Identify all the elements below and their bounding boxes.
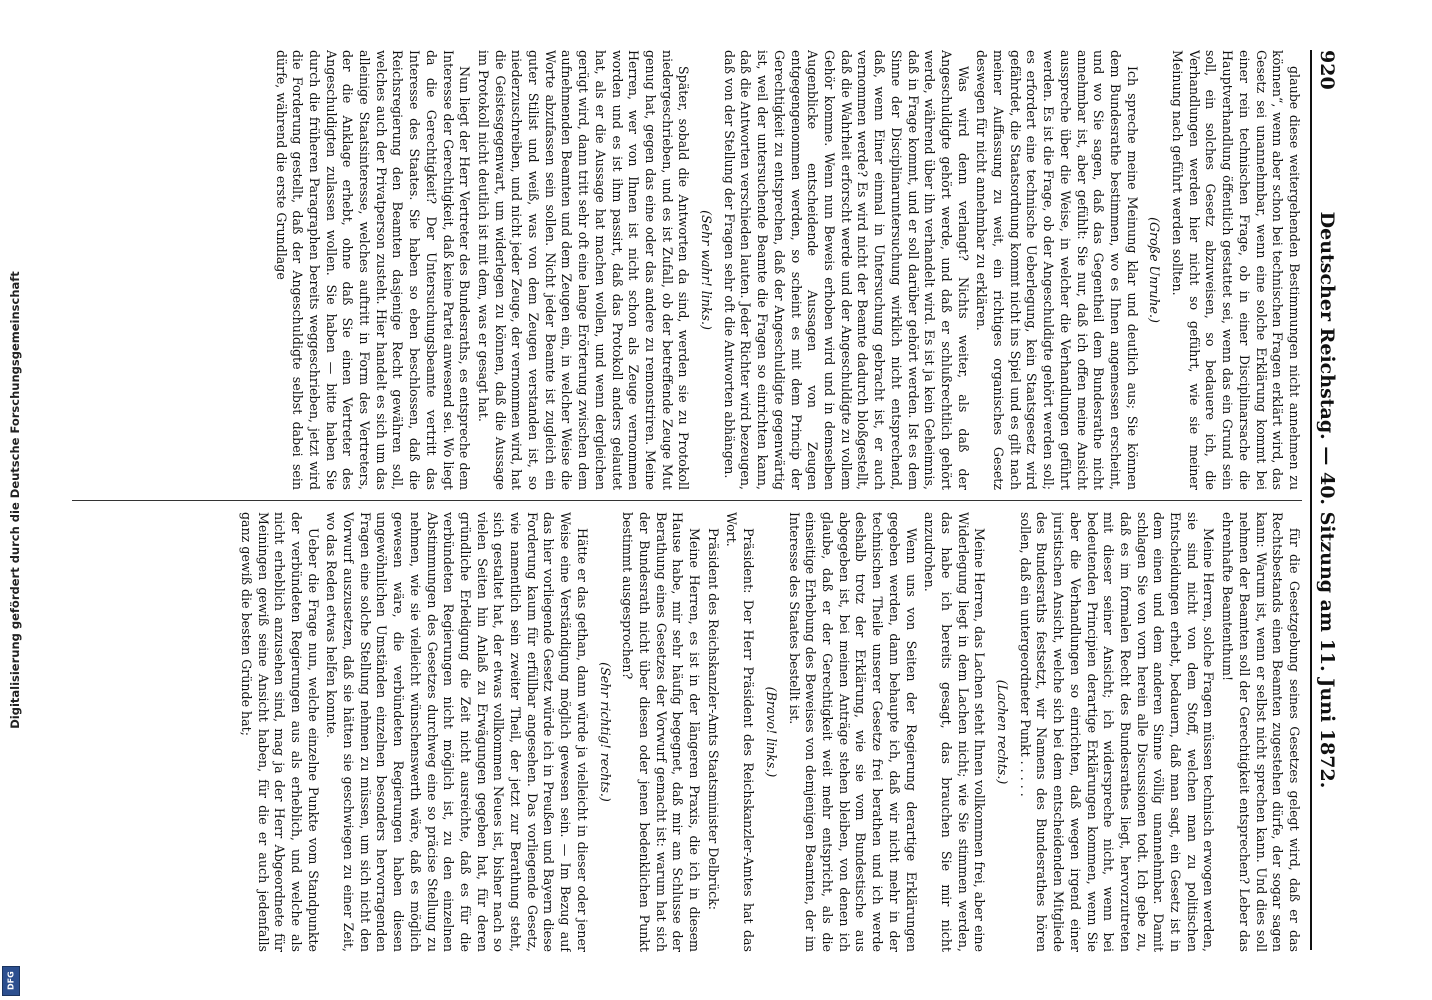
paragraph: Meine Herren, es ist in der längeren Praxis, die ich in diesem Hause habe, mir sehr häufig begegnet, daß mir am Schlusse der Berathung eines Gesetzes der Vorwurf gemacht ist: warum hat sich der Bundesrath nicht über diesen oder jenen bedenklichen Punkt bestimmt ausgesprochen?	[620, 512, 703, 952]
stage-direction: (Sehr richtig! rechts.)	[597, 662, 613, 802]
text-column-left	[72, 50, 1302, 490]
text-column-right	[72, 512, 1302, 952]
stage-direction: (Lachen rechts.)	[995, 679, 1011, 785]
stage-direction: (Bravo! links.)	[763, 686, 779, 778]
paragraph: für die Gesetzgebung seines Gesetzes gelegt wird, daß er das Rechtsbestands einen Beamten zugestehen dürfe, der sogar sagen kann: Warum ist, wenn er selbst nicht sprechen kann. Und dies soll nehmen der Beamten soll der Gerechtigkeit entsprechen? Leber das ehrenhafte Beamtenthum!	[1220, 512, 1302, 952]
paragraph: Wenn uns von Seiten der Regierung derartige Erklärungen gegeben werden, dann behaupte ich, daß wir nicht mehr in der technischen Theile unserer Gesetze frei berathen und ich werde deshalb trotz der Erklärung, wie sie vom Bundestische aus abgegeben ist, bei meinen Anträge stehen bleiben, von denen ich glaube, daß er der Gerechtigkeit weit mehr entspricht, als die einseitige Erhebung des Beweises von demjenigen Beamten, der im Interesse des Staates bestellt ist.	[786, 512, 919, 952]
paragraph: Meine Herren, solche Fragen müssen technisch erwogen werden, sie sind nicht von dem Stoff, welchen man zu politischen Entscheidungen erhebt, bedauern, daß man sagt, ein Gesetz ist in dem einen und dem anderen Sinne völlig unannehmbar. Damit schlagen Sie von vorn herein alle Discussionen todt. Ich gebe zu, daß es im formalen Recht des Bundesrathes liegt, hervorzutreten mit dieser seiner Ansicht; ich widerspreche nicht, wenn bei bedeutenden Principien derartige Erklärungen kommen, wenn Sie aber die Verhandlungen so einrichten, daß wegen irgend einer juristischen Ansicht, welche sich bei dem entscheidenden Mitgliede des Bundesraths festsetzt, wir Namens des Bundesrathes hören sollen, daß ein untergeordneter Punkt . . . . .	[1017, 512, 1217, 952]
paragraph: Ich spreche meine Meinung klar und deutlich aus; Sie können dem Bundesrathe bestimmen, wo es Ihnen angemessen erscheint, und wo Sie sagen, daß das Gegentheil dem Bundesrathe nicht annehmbar ist, aber gefühlt: Sie nur, daß ich offen meine Ansicht ausspreche über die Weise, in welcher die Verhandlungen geführt werden. Es ist die Frage, ob der Angeschuldigte gehört werden soll; es erfordert eine technische Ueberlegung, kein Staatsgesetz wird gefährdet, die Staatsordnung kommt nicht ins Spiel und es gilt nach meiner Auffassung zu weit, ein richtiges organisches Gesetz deswegen für nicht annehmbar zu erklären.	[974, 50, 1140, 490]
newspaper-page	[58, 30, 1348, 970]
page-header	[1310, 50, 1340, 950]
paragraph: Ueber die Frage nun, welche einzelne Punkte vom Standpunkte der verbündeten Regierungen aus als erheblich, und welche als nicht erheblich anzusehen sind, mag ja der Herr Abgeordnete für Meiningen gewiß seine Ansicht haben, für die er auch jedenfalls ganz gewiß die besten Gründe hat;	[238, 512, 321, 952]
page-number: 920	[1316, 50, 1338, 90]
paragraph: Nun liegt der Herr Vertreter des Bundesraths, es entspreche dem Interesse der Gerechtigkeit, daß keine Partei anwesend sei. Wo liegt da die Gerechtigkeit? Der Untersuchungsbeamte vertritt das Interesse des Staates. Sie haben so eben beschlossen, daß die Reichsregierung den Beamten dasjenige Recht gewähren soll, welches auch der Privatperson zusteht. Hier handelt es sich um das alleinige Staatsinteresse, welches auftritt in Form des Vertreters, der die Anklage erhebt, ohne daß Sie einen Vertreter des Angeschuldigten zulassen wollen. Sie haben — bitte haben Sie durch die früheren Paragraphen bereits weggeschrieben, jetzt wird die Forderung gestellt, daß der Angeschuldigte selbst dabei sein dürfe, während die erste Grundlage	[273, 50, 473, 490]
paragraph: Später, sobald die Antworten da sind, werden sie zu Protokoll niedergeschrieben, und es ist Zufall, ob der betreffende Zeuge Mut genug hat, gegen das eine oder das andere zu remonstriren. Meine Herren, wer von Ihnen ist nicht schon als Zeuge vernommen worden und es ist ihm passirt, daß das Protokoll anders gelautet hat, als er die Aussage hat machen wollen, und wenn dergleichen gerügt wird, dann tritt sehr oft eine lange Erörterung zwischen dem aufnehmenden Beamten und dem Zeugen ein, in welcher Weise die Worte abzufassen sein sollen. Nicht jeder Beamte ist zugleich ein guter Stilist und weiß, was von dem Zeugen verstanden ist, so niederzuschreiben, und nicht jeder Zeuge, der vernommen wird, hat die Geistesgegenwart, um widerlegen zu können, daß die Aussage im Protokoll nicht deutlich ist mit dem, was er gesagt hat.	[475, 50, 692, 490]
stage-direction: (Sehr wahr! links.)	[699, 210, 715, 330]
paragraph: Präsident: Der Herr Präsident des Reichskanzler-Amtes hat das Wort.	[724, 512, 757, 952]
paragraph: Hätte er das gethan, dann würde ja vielleicht in dieser oder jener Weise eine Verständigung möglich gewesen sein. — Im Bezug auf das hier vorliegende Gesetz würde ich in Preußen und Bayern diese Forderung kaum für erfüllbar angesehen. Das vorliegende Gesetz, wie namentlich sein zweiter Theil, der jetzt zur Berathung steht, sich gestaltet hat, der etwas vollkommen Neues ist, bisher nach so vielen Seiten hin Anlaß zu Erwägungen gegeben hat, für deren gründliche Erledigung die Zeit nicht ausreichte, daß es für die verbündeten Regierungen nicht möglich ist, zu den einzelnen Abstimmungen des Gesetzes durchweg eine so präcise Stellung zu nehmen, wie sie vielleicht wünschenswerth wäre, daß es möglich gewesen wäre, die verbündeten Regierungen haben diesen ungewöhnlichen Umständen einzelnen besonders hervorragenden Fragen eine solche Stellung nehmen zu müssen, um sich nicht den Vorwurf auszusetzen, daß sie hätten sie geschwiegen zu einer Zeit, wo das Reden etwas helfen konnte.	[324, 512, 590, 952]
paragraph: glaube diese weitergehenden Bestimmungen nicht annehmen zu können“, wenn aber schon bei technischen Fragen erklärt wird, das Gesetz sei unannehmbar, wenn eine solche Erklärung kommt bei einer rein technischen Frage, ob in einer Disciplinarsache die Hauptverhandlung öffentlich gestattet sei, wenn das ein Grund sein soll, ein solches Gesetz abzuweisen, so bedauere ich, die Verhandlungen werden hier nicht so geführt, wie sie meiner Meinung nach geführt werden sollten.	[1170, 50, 1302, 490]
page-title: Deutscher Reichstag. — 40. Sitzung am 11. Juni 1872.	[1316, 211, 1338, 789]
dfg-logo: DFG	[2, 966, 20, 996]
digitization-credit: Digitalisierung gefördert durch die Deutsche Forschungsgemeinschaft	[8, 271, 22, 729]
paragraph: Präsident des Reichskanzler-Amts Staatsminister Delbrück:	[705, 528, 721, 910]
paragraph: Was wird denn verlangt? Nichts weiter, als daß der Angeschuldigte gehört werde, und daß er schlußrechtlich gehört werde, während über ihn verhandelt wird. Es ist ja kein Geheimnis, daß in Frage kommt, und er soll darüber gehört werden. Ist es dem Sinne der Disciplinaruntersuchung wirklich nicht entsprechend, daß, wenn Einer einmal in Untersuchung gebracht ist, er auch vernommen werde? Es wird nicht der Beamte dadurch bloßgestellt, daß die Wahrheit erforscht werde und der Angeschuldigte zu vollem Gehör komme. Wenn nun Beweis erhoben wird und in demselben Augenblicke entscheidende Aussagen von Zeugen entgegengenommen werden, so scheint es mit dem Princip der Gerechtigkeit zu entsprechen, daß der Angeschuldigte gegenwärtig ist, weil der untersuchende Beamte die Fragen so einrichten kann, daß die Antworten verschieden lauten. Jeder Richter wird bezeugen, daß von der Stellung der Fragen sehr oft die Antworten abhängen.	[721, 50, 971, 490]
paragraph: Meine Herren, das Lachen steht Ihnen vollkommen frei, aber eine Widerlegung liegt in dem Lachen nicht; wie Sie stimmen werden, das habe ich bereits gesagt, das brauchen Sie mir nicht anzudrohen.	[922, 512, 988, 952]
stage-direction: (Große Unruhe.)	[1147, 217, 1163, 323]
column-divider	[72, 500, 1302, 501]
